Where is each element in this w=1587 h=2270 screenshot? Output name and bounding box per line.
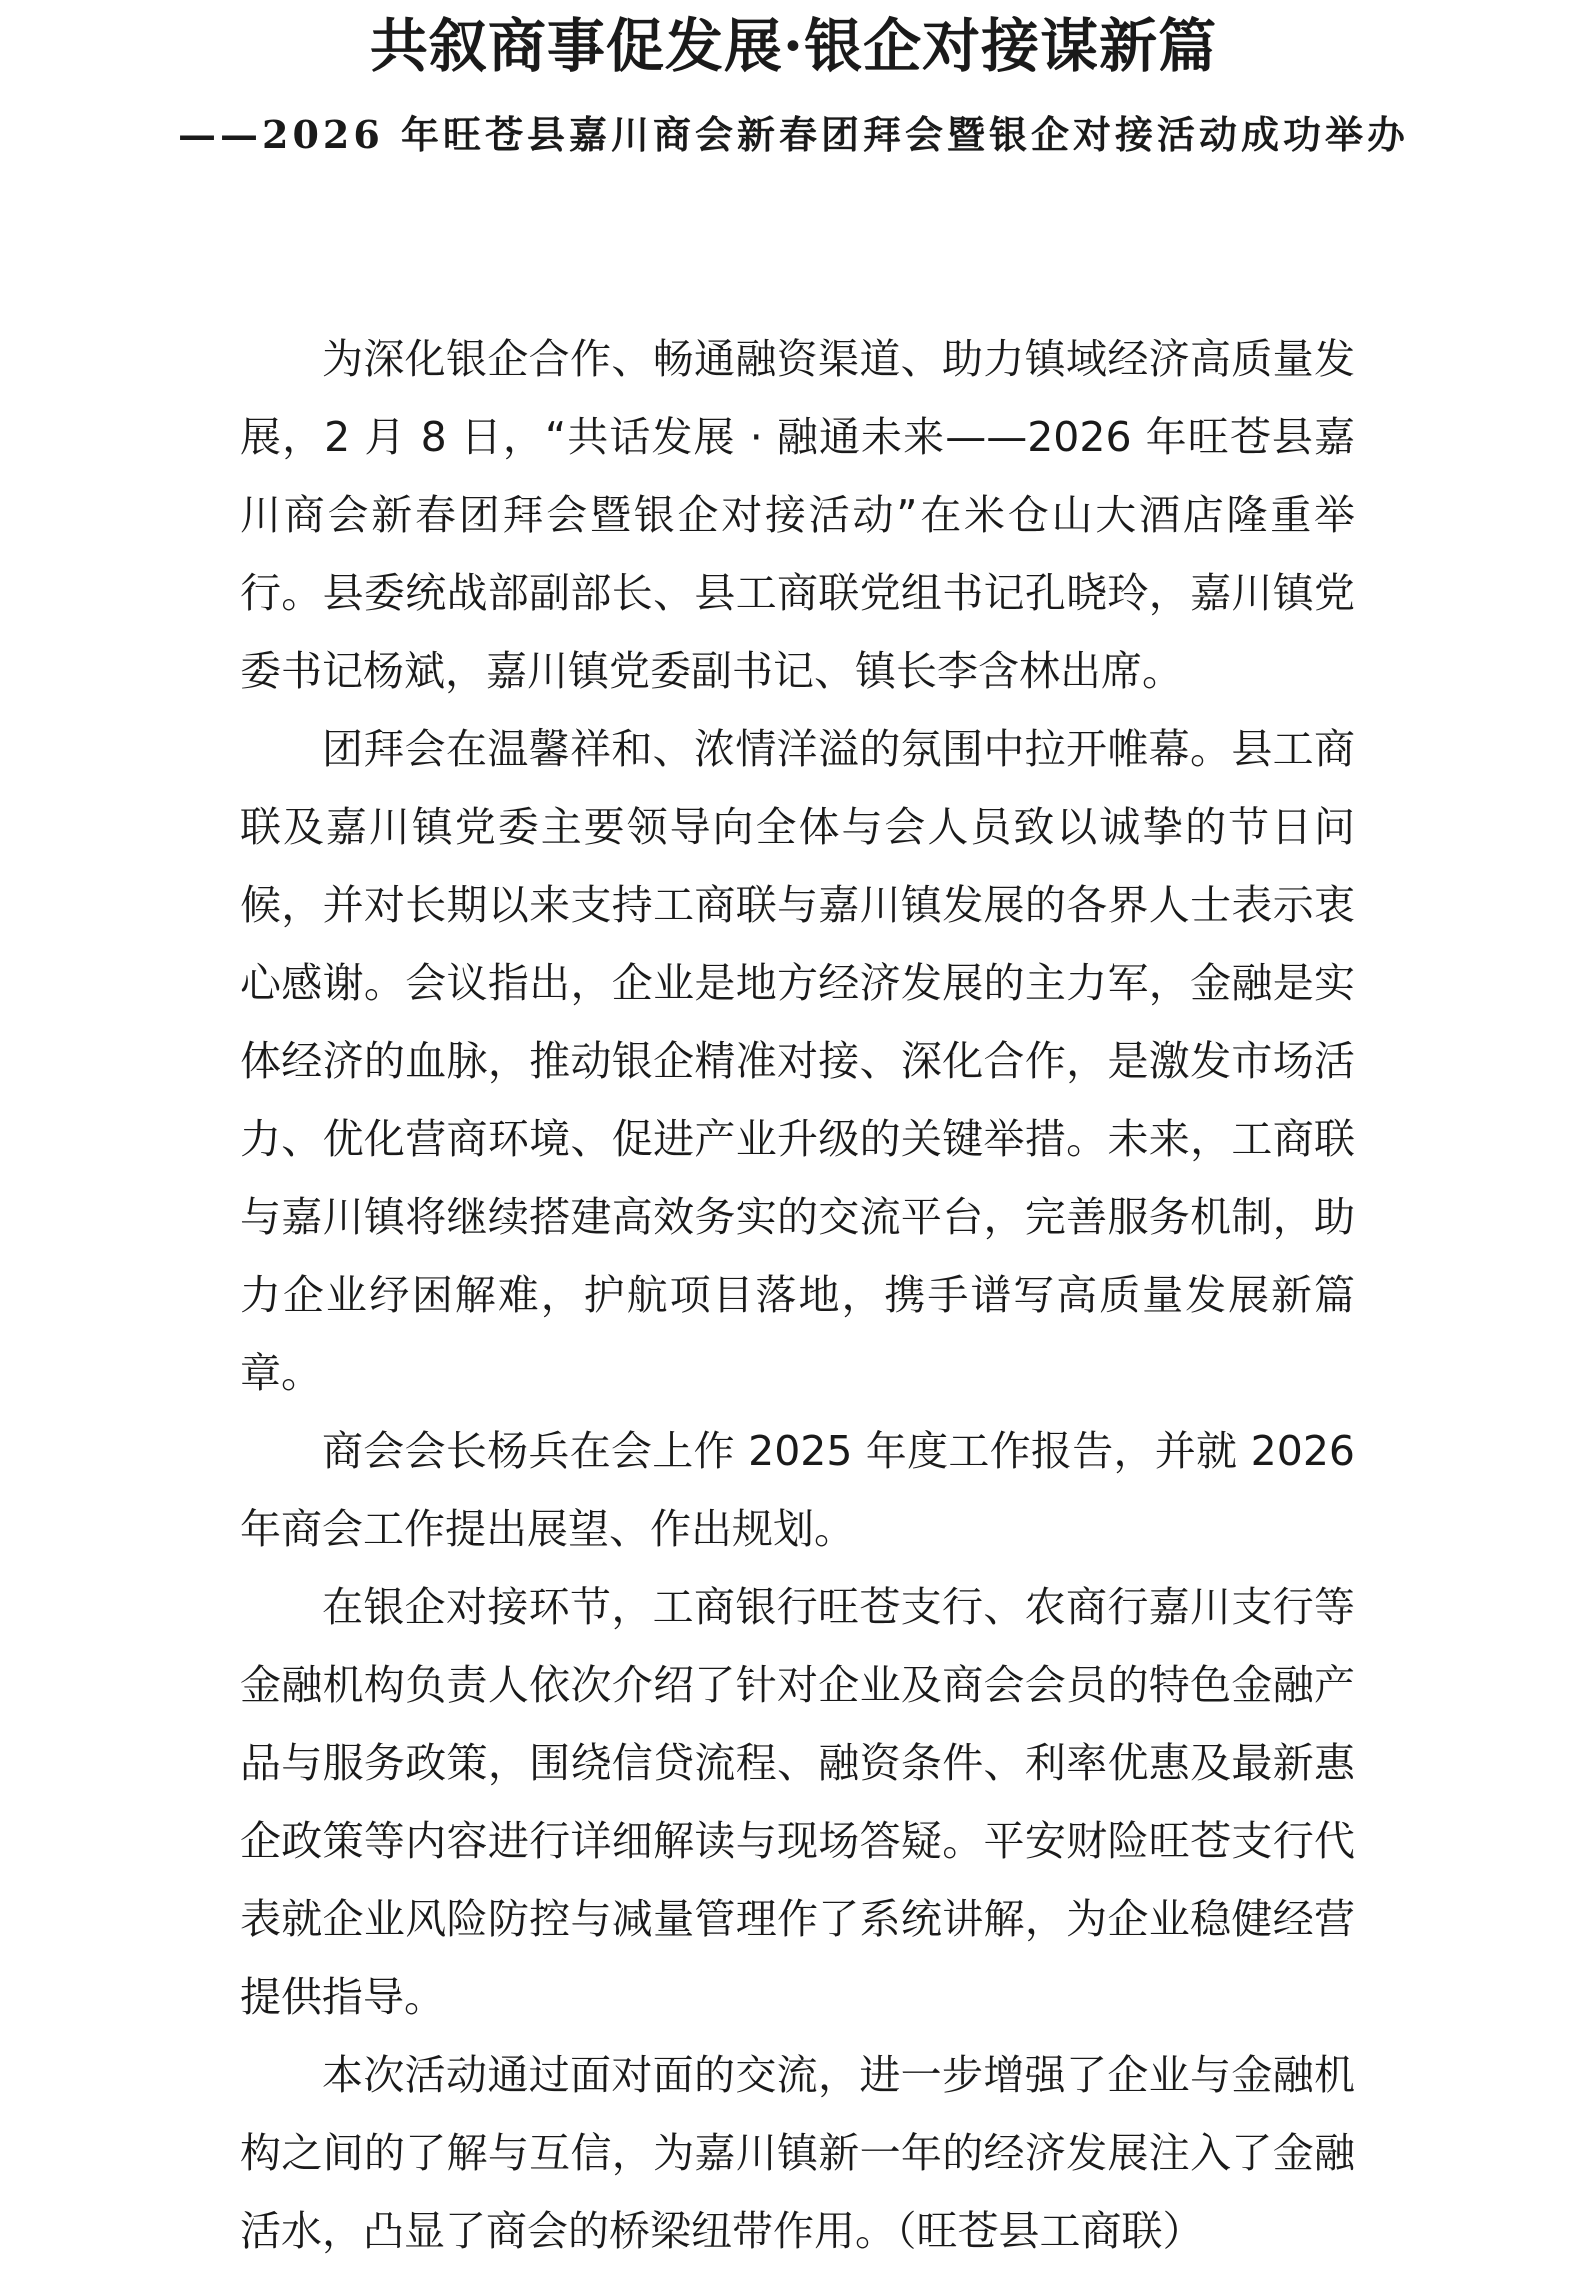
document-subtitle: ——2026 年旺苍县嘉川商会新春团拜会暨银企对接活动成功举办 — [178, 112, 1409, 157]
body-paragraph: 团拜会在温馨祥和、浓情洋溢的氛围中拉开帷幕。县工商联及嘉川镇党委主要领导向全体与会人员致以诚挚的节日问候，并对长期以来支持工商联与嘉川镇发展的各界人士表示衷心感谢。会议指出，企业是地方经济发展的主力军，金融是实体经济的血脉，推动银企精准对接、深化合作，是激发市场活力、优化营商环境、促进产业升级的关键举措。未来，工商联与嘉川镇将继续搭建高效务实的交流平台，完善服务机制，助力企业纾困解难，护航项目落地，携手谱写高质量发展新篇章。 — [240, 725, 1355, 1397]
body-paragraph: 在银企对接环节，工商银行旺苍支行、农商行嘉川支行等金融机构负责人依次介绍了针对企业及商会会员的特色金融产品与服务政策，围绕信贷流程、融资条件、利率优惠及最新惠企政策等内容进行详细解读与现场答疑。平安财险旺苍支行代表就企业风险防控与减量管理作了系统讲解，为企业稳健经营提供指导。 — [240, 1583, 1355, 2021]
body-paragraph: 本次活动通过面对面的交流，进一步增强了企业与金融机构之间的了解与互信，为嘉川镇新一年的经济发展注入了金融活水，凸显了商会的桥梁纽带作用。（旺苍县工商联） — [240, 2051, 1355, 2255]
body-paragraph: 商会会长杨兵在会上作 2025 年度工作报告，并就 2026 年商会工作提出展望、作出规划。 — [240, 1427, 1355, 1553]
body-paragraph: 为深化银企合作、畅通融资渠道、助力镇域经济高质量发展，2 月 8 日，“共话发展 · 融通未来——2026 年旺苍县嘉川商会新春团拜会暨银企对接活动”在米仓山大酒店隆重举行。县委统战部副部长、县工商联党组书记孔晓玲，嘉川镇党委书记杨斌，嘉川镇党委副书记、镇长李含林出席。 — [240, 335, 1355, 695]
document-body — [240, 320, 1355, 2270]
document-title: 共叙商事促发展·银企对接谋新篇 — [369, 12, 1218, 80]
